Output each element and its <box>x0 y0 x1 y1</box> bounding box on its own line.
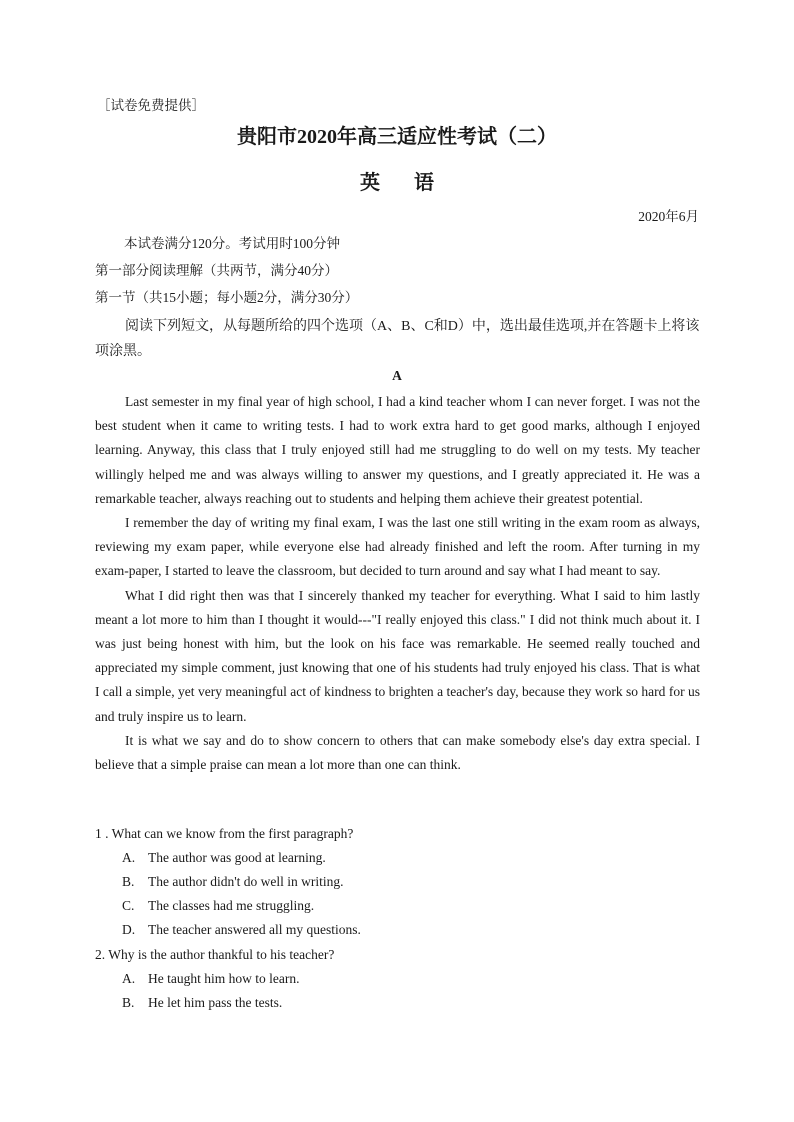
passage-label: A <box>392 368 402 383</box>
option-text: The classes had me struggling. <box>148 898 315 913</box>
part-one-heading: 第一部分阅读理解（共两节，满分40分） <box>95 263 338 278</box>
answer-option <box>122 898 314 914</box>
answer-option <box>122 850 326 866</box>
option-text: The teacher answered all my questions. <box>148 922 361 937</box>
section-one-heading: 第一节（共15小题；每小题2分，满分30分） <box>95 290 359 305</box>
option-text: The author was good at learning. <box>148 850 326 865</box>
answer-option <box>122 874 344 890</box>
header-tag: ［试卷免费提供］ <box>97 98 205 113</box>
subject-heading: 英语 <box>360 172 468 194</box>
option-letter: C. <box>122 898 135 913</box>
passage <box>95 390 700 777</box>
option-letter: D. <box>122 922 136 937</box>
exam-title: 贵阳市2020年高三适应性考试（二） <box>237 126 557 148</box>
option-letter: B. <box>122 874 135 889</box>
exam-date: 2020年6月 <box>638 209 699 224</box>
paragraph: I remember the day of writing my final exam, I was the last one still writing in the exam room as always, reviewing my exam paper, while everyone else had already finished and left the room. After turning in my exam-paper, I started to leave the classroom, but decided to turn around and say what I had meant to say. <box>95 515 700 579</box>
paragraph: Last semester in my final year of high school, I had a kind teacher whom I can never forget. I was not the best student when it came to writing tests. I had to work extra hard to get good marks, although I enjoyed learning. Anyway, this class that I truly enjoyed still had me struggling to do well on my tests. My teacher willingly helped me and was always willing to answer my questions, and I greatly appreciated it. He was a remarkable teacher, always reaching out to students and helping them achieve their greatest potential. <box>95 394 700 506</box>
instructions: 阅读下列短文，从每题所给的四个选项（A、B、C和D）中，选出最佳选项,并在答题卡上将该项涂黑。 <box>95 319 700 359</box>
paragraph: What I did right then was that I sincerely thanked my teacher for everything. What I said to him lastly meant a lot more to him than I thought it would---"I really enjoyed this class." I did not think much about it. I was just being honest with him, but the look on his face was remarkable. He seemed really touched and appreciated my simple comment, just knowing that one of his students had truly enjoyed his class. That is what I call a simple, yet very meaningful act of kindness to brighten a teacher's day, because they work so hard for us and truly inspire us to learn. <box>95 587 700 724</box>
answer-option <box>122 922 361 938</box>
option-letter: A. <box>122 850 136 865</box>
paragraph: It is what we say and do to show concern to others that can make somebody else's day extra special. I believe that a simple praise can mean a lot more than one can think. <box>95 732 700 773</box>
option-text: He let him pass the tests. <box>148 995 283 1010</box>
answer-option <box>122 995 282 1011</box>
option-text: The author didn't do well in writing. <box>148 874 344 889</box>
option-text: He taught him how to learn. <box>148 971 300 986</box>
option-letter: A. <box>122 971 136 986</box>
answer-option <box>122 971 299 987</box>
option-letter: B. <box>122 995 135 1010</box>
question-stem: 2. Why is the author thankful to his teacher? <box>95 947 335 962</box>
question-stem: 1 . What can we know from the first paragraph? <box>95 826 354 841</box>
info-line: 本试卷满分120分。考试用时100分钟 <box>124 236 340 251</box>
